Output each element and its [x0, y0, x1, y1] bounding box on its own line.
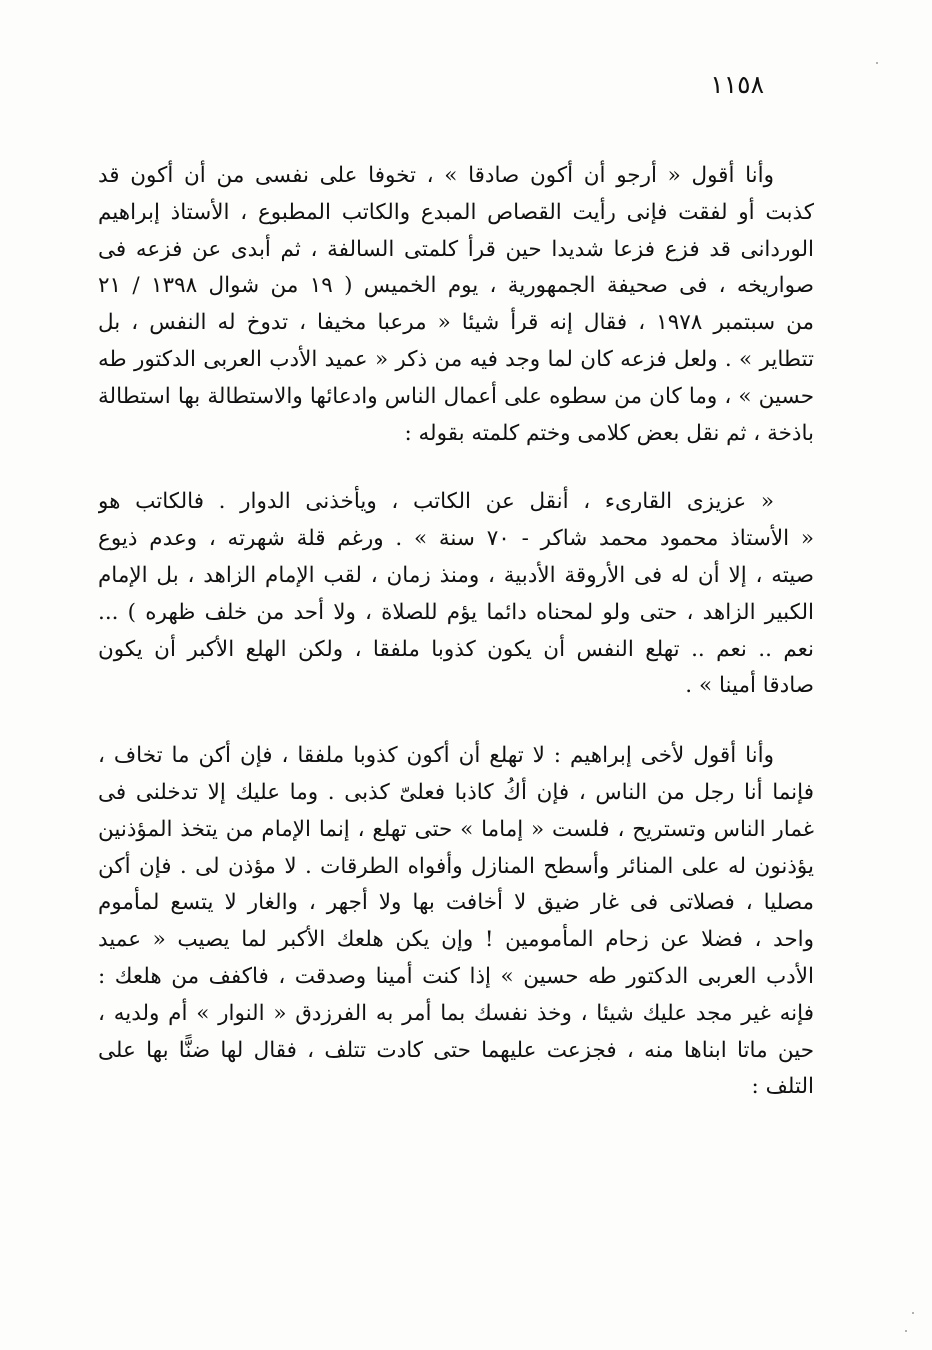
text-line: فإنه غير مجد عليك شيئا ، وخذ نفسك بما أمر به الفرزدق « النوار » أم ولديه ، [98, 1000, 814, 1026]
text-line: « عزيزى القارىء ، أنقل عن الكاتب ، ويأخذنى الدوار . فالكاتب هو [98, 489, 774, 515]
text-line: حين ماتا ابناها منه ، فجزعت عليهما حتى كادت تتلف ، فقال لها ضنًّا بها على [98, 1037, 814, 1063]
text-line: التلف : [751, 1074, 814, 1100]
text-line: الكبير الزاهد ، حتى ولو لمحناه دائما يؤم للصلاة ، ولا أحد من خلف ظهره ) ... [98, 599, 814, 625]
scan-speck [876, 62, 878, 64]
paragraph-1 [98, 158, 814, 452]
text-line: واحد ، فضلا عن زحام المأمومين ! وإن يكن هلعك الأكبر لما يصيب « عميد [98, 927, 814, 953]
paragraph-spacer [98, 452, 814, 484]
body-text [98, 158, 814, 1106]
text-line: تتطاير » . ولعل فزعه كان لما وجد فيه من ذكر « عميد الأدب العربى الدكتور طه [98, 346, 814, 372]
text-line: باذخة ، ثم نقل بعض كلامى وختم كلمته بقوله : [404, 420, 814, 446]
paragraph-3 [98, 738, 814, 1106]
text-line: صيته ، إلا أن له فى الأروقة الأدبية ، ومنذ زمان ، لقب الإمام الزاهد ، بل الإمام [98, 562, 814, 588]
text-line: وأنا أقول « أرجو أن أكون صادقا » ، تخوفا على نفسى من أن أكون قد [98, 163, 774, 188]
text-line: الوردانى قد فزع فزعا شديدا حين قرأ كلمتى السالفة ، ثم أبدى عن فزعه فى [98, 236, 814, 262]
text-line: غمار الناس وتستريح ، فلست « إماما » حتى تهلع ، إنما الإمام من يتخذ المؤذنين [98, 816, 814, 842]
page-number: ١١٥٨ [710, 70, 764, 99]
scan-speck [905, 1330, 907, 1332]
text-line: حسين » ، وما كان من سطوه على أعمال الناس وادعائها والاستطالة بها استطالة [98, 383, 814, 409]
text-line: فإنما أنا رجل من الناس ، فإن أكُ كاذبا فعلىّ كذبى . وما عليك إلا تدخلنى فى [98, 779, 814, 805]
scan-speck [912, 1312, 914, 1314]
text-line: « الأستاذ محمود محمد شاكر - ٧٠ سنة » . ورغم قلة شهرته ، وعدم ذيوع [98, 526, 814, 552]
text-line: نعم .. نعم .. تهلع النفس أن يكون كذوبا ملفقا ، ولكن الهلع الأكبر أن يكون [98, 636, 814, 662]
text-line: صواريخه ، فى صحيفة الجمهورية ، يوم الخميس ( ١٩ من شوال ١٣٩٨ / ٢١ [98, 273, 814, 299]
text-line: يؤذنون له على المنائر وأسطح المنازل وأفواه الطرقات . لا مؤذن لى . فإن أكن [98, 853, 814, 879]
paragraph-spacer [98, 705, 814, 738]
text-line: وأنا أقول لأخى إبراهيم : لا تهلع أن أكون كذوبا ملفقا ، فإن أكن ما تخاف ، [98, 743, 774, 769]
text-line: مصليا ، فصلاتى فى غار ضيق لا أخافت بها ولا أجهر ، والغار لا يتسع لمأموم [98, 890, 814, 916]
text-line: من سبتمبر ١٩٧٨ ، فقال إنه قرأ شيئا « مرعبا مخيفا ، تدوخ له النفس ، بل [98, 310, 814, 336]
text-line: كذبت أو لفقت فإنى رأيت القصاص المبدع والكاتب المطبوع ، الأستاذ إبراهيم [98, 199, 814, 225]
paragraph-2-quote [98, 484, 814, 705]
text-line: الأدب العربى الدكتور طه حسين » إذا كنت أمينا وصدقت ، فاكفف من هلعك : [98, 963, 814, 989]
text-line: صادقا أمينا » . [685, 673, 814, 699]
